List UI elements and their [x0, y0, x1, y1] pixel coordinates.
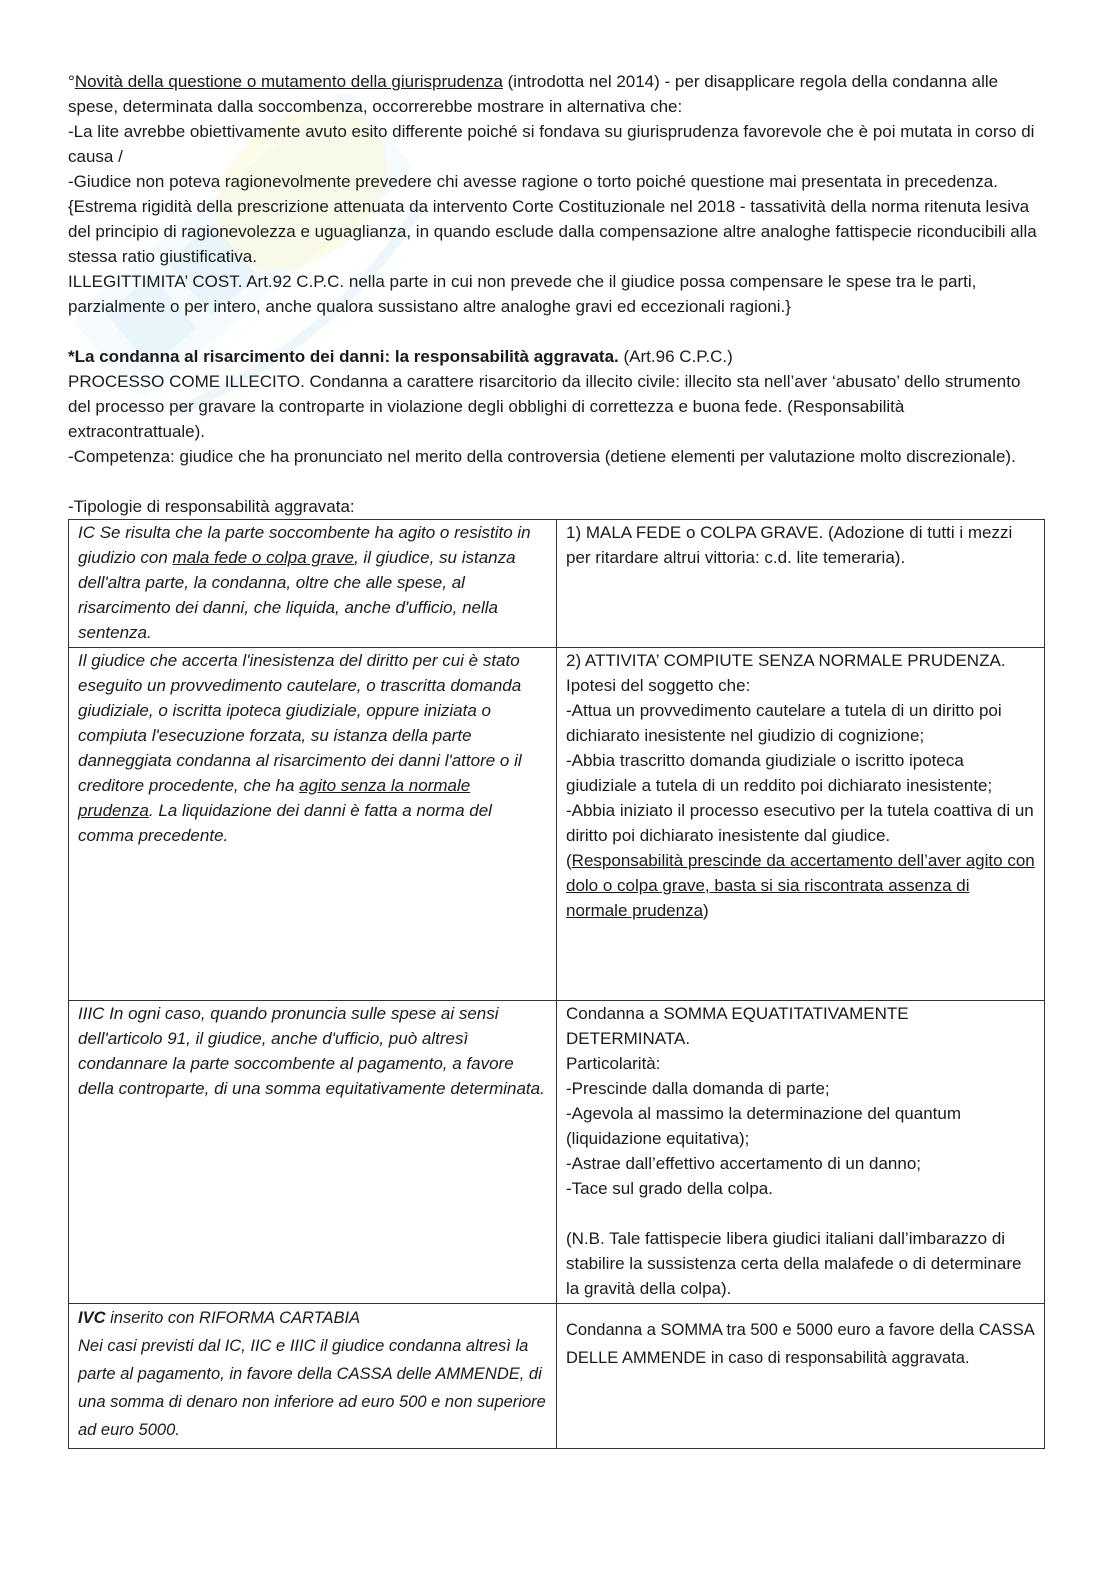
novita-line-a: -La lite avrebbe obiettivamente avuto esito differente poiché si fondava su giurisprudenza favorevole che è poi mutata in corso di causa /	[68, 122, 1035, 166]
spacer	[68, 319, 1043, 344]
table-row	[69, 648, 1045, 1001]
row3-right-line: -Tace sul grado della colpa.	[566, 1179, 773, 1198]
row1-left-cell	[69, 520, 557, 648]
row4-left-heading	[78, 1304, 547, 1332]
section-title-bold: *La condanna al risarcimento dei danni: la responsabilità aggravata.	[68, 347, 619, 366]
row1-right-cell: 1) MALA FEDE o COLPA GRAVE. (Adozione di tutti i mezzi per ritardare altrui vittoria: c.d. lite temeraria).	[557, 520, 1045, 648]
row2-left-text-end: . La liquidazione dei danni è fatta a norma del comma precedente.	[78, 801, 492, 845]
row3-right-line: -Prescinde dalla domanda di parte;	[566, 1079, 830, 1098]
row2-right-cell	[557, 648, 1045, 1001]
row1-left-text: IC Se risulta che la parte soccombente ha agito o resistito in giudizio con	[78, 523, 531, 567]
paren-open: (	[566, 851, 572, 870]
row3-right-line: -Astrae dall’effettivo accertamento di un danno;	[566, 1154, 922, 1173]
row3-right-blank	[566, 1201, 1035, 1226]
processo-illecito-text: PROCESSO COME ILLECITO. Condanna a carattere risarcitorio da illecito civile: illecito sta nell’aver ‘abusato’ dello strumento del processo per gravare la controparte in violazione degli obblighi di correttezza e buona fede. (Responsabilità extracontrattuale).	[68, 372, 1021, 441]
row2-left-cell	[69, 648, 557, 1001]
table-row	[69, 1001, 1045, 1304]
row3-right-cell	[557, 1001, 1045, 1304]
table-row	[69, 520, 1045, 648]
row2-left-underlined: agito senza la normale prudenza	[78, 776, 471, 820]
row1-left-underlined: mala fede o colpa grave	[172, 548, 354, 567]
row2-right-line: -Attua un provvedimento cautelare a tutela di un diritto poi dichiarato inesistente nel giudizio di cognizione;	[566, 701, 1002, 745]
responsabilita-table	[68, 519, 1045, 1449]
table-row	[69, 1304, 1045, 1449]
degree-mark: °	[68, 72, 75, 91]
row2-right-line: -Abbia iniziato il processo esecutivo per la tutela coattiva di un diritto poi dichiarato inesistente dal giudice.	[566, 801, 1034, 845]
row3-right-title: Condanna a SOMMA EQUATITATIVAMENTE DETERMINATA.	[566, 1004, 909, 1048]
novita-line-d: ILLEGITTIMITA’ COST. Art.92 C.P.C. nella parte in cui non prevede che il giudice possa compensare le spese tra le parti, parzialmente o per intero, anche qualora sussistano altre analoghe gravi ed eccezionali ragioni.}	[68, 272, 977, 316]
row4-left-body: Nei casi previsti dal IC, IIC e IIIC il giudice condanna altresì la parte al pagamento, in favore della CASSA delle AMMENDE, di una somma di denaro non inferiore ad euro 500 e non superiore ad euro 5000.	[78, 1337, 546, 1439]
novita-line-c: {Estrema rigidità della prescrizione attenuata da intervento Corte Costituzionale nel 2018 - tassatività della norma ritenuta lesiva del principio di ragionevolezza e uguaglianza, in quando esclude dalla compensazione altre analoghe fattispecie riconducibili alla stessa ratio giustificativa.	[68, 197, 1037, 266]
table-intro: -Tipologie di responsabilità aggravata:	[68, 497, 355, 516]
row1-left-text-end: , il giudice, su istanza dell'altra parte, la condanna, oltre che alle spese, al risarcimento dei danni, che liquida, anche d'ufficio, nella sentenza.	[78, 548, 516, 642]
competenza-text: -Competenza: giudice che ha pronunciato nel merito della controversia (detiene elementi per valutazione molto discrezionale).	[68, 447, 1016, 466]
row2-left-text: Il giudice che accerta l'inesistenza del diritto per cui è stato eseguito un provvedimento cautelare, o trascritta domanda giudiziale, o iscritta ipoteca giudiziale, oppure iniziata o compiuta l'esecuzione forzata, su istanza della parte danneggiata condanna al risarcimento dei danni l'attore o il creditore procedente, che ha	[78, 651, 522, 795]
row4-left-heading-rest: inserito con RIFORMA CARTABIA	[105, 1309, 361, 1327]
row2-right-line: -Abbia trascritto domanda giudiziale o iscritto ipoteca giudiziale a tutela di un reddito poi dichiarato inesistente;	[566, 751, 993, 795]
row2-right-line: Ipotesi del soggetto che:	[566, 676, 751, 695]
row2-right-note-underlined: Responsabilità prescinde da accertamento dell’aver agito con dolo o colpa grave, basta si sia riscontrata assenza di normale prudenza	[566, 851, 1035, 920]
novita-text: (introdotta nel 2014) - per disapplicare regola della condanna alle spese, determinata dalla soccombenza, occorrerebbe mostrare in alternativa che:	[68, 72, 999, 116]
document-page	[68, 69, 1043, 1449]
row4-right-cell: Condanna a SOMMA tra 500 e 5000 euro a favore della CASSA DELLE AMMENDE in caso di responsabilità aggravata.	[557, 1304, 1045, 1449]
row4-left-ivc: IVC	[78, 1309, 106, 1327]
spacer	[68, 469, 1043, 494]
row4-left-cell	[69, 1304, 557, 1449]
row3-right-line: -Agevola al massimo la determinazione del quantum (liquidazione equitativa);	[566, 1104, 961, 1148]
row3-left-cell: IIIC In ogni caso, quando pronuncia sulle spese ai sensi dell'articolo 91, il giudice, anche d'ufficio, può altresì condannare la parte soccombente al pagamento, a favore della controparte, di una somma equitativamente determinata.	[69, 1001, 557, 1304]
row3-right-line: Particolarità:	[566, 1054, 661, 1073]
row2-right-note	[566, 848, 1035, 923]
section-heading-responsabilita	[68, 344, 1043, 369]
paren-close: )	[703, 901, 709, 920]
paragraph-novita	[68, 69, 1043, 119]
row2-right-title: 2) ATTIVITA’ COMPIUTE SENZA NORMALE PRUDENZA.	[566, 651, 1006, 670]
section-title-ref: (Art.96 C.P.C.)	[618, 347, 733, 366]
novita-line-b: -Giudice non poteva ragionevolmente prevedere chi avesse ragione o torto poiché questione mai presentata in precedenza.	[68, 172, 998, 191]
novita-heading: Novità della questione o mutamento della giurisprudenza	[74, 72, 503, 91]
row3-right-nb: (N.B. Tale fattispecie libera giudici italiani dall’imbarazzo di stabilire la sussistenza certa della malafede o di determinare la gravità della colpa).	[566, 1229, 1022, 1298]
